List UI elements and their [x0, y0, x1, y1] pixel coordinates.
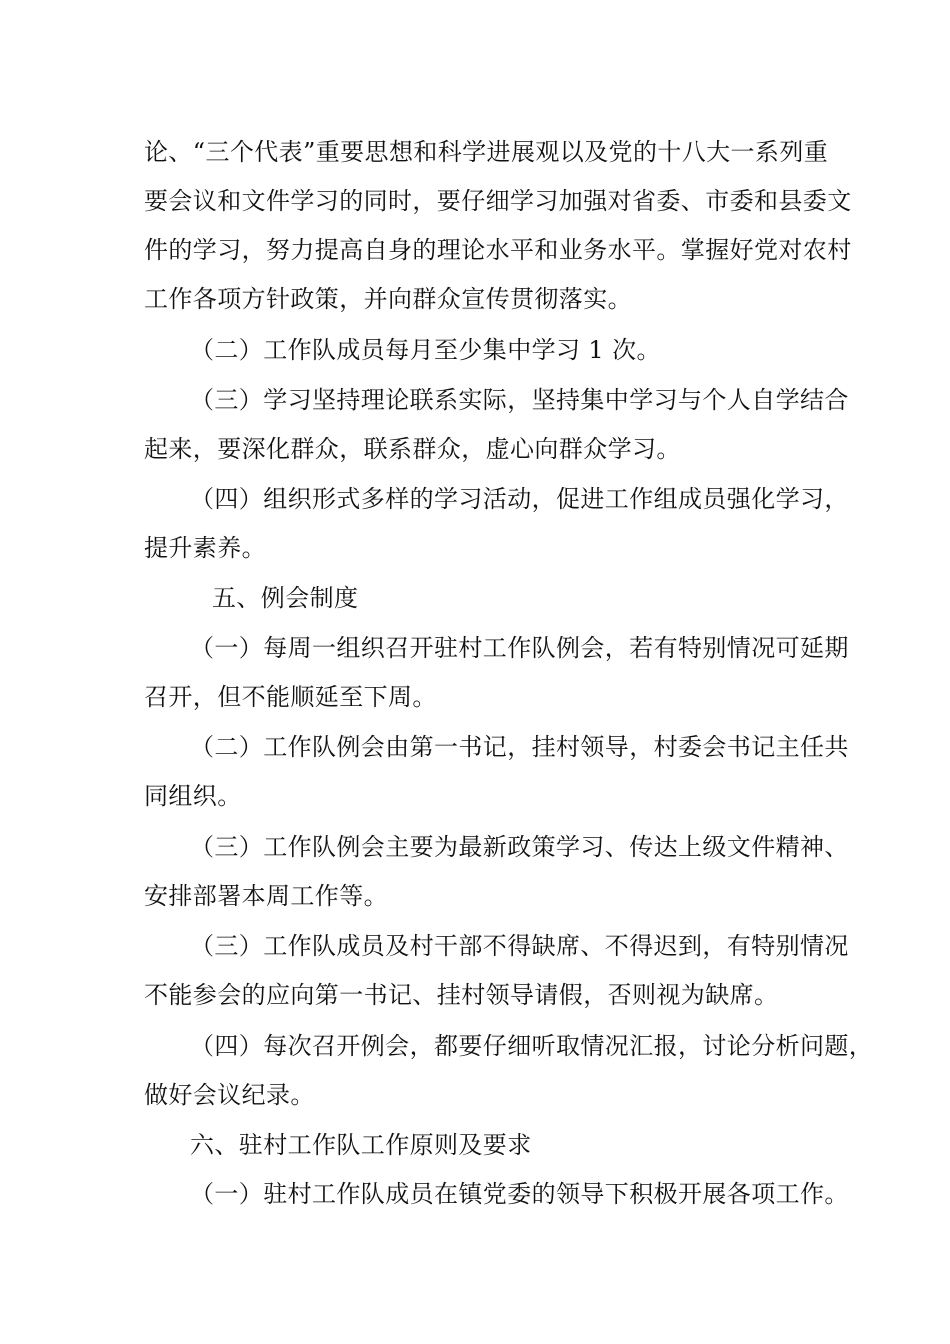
text-line: 起来，要深化群众，联系群众，虚心向群众学习。 [144, 435, 681, 463]
text-line: （三）学习坚持理论联系实际，坚持集中学习与个人自学结合 [190, 386, 849, 414]
text-line: 要会议和文件学习的同时，要仔细学习加强对省委、市委和县委文 [144, 187, 852, 215]
text-line: 提升素养。 [144, 534, 266, 562]
text-line: （二）工作队成员每月至少集中学习 1 次。 [190, 336, 661, 364]
text-line: 件的学习，努力提高自身的理论水平和业务水平。掌握好党对农村 [144, 236, 852, 264]
text-line: （四）每次召开例会，都要仔细听取情况汇报，讨论分析问题， [190, 1032, 874, 1060]
section-heading: 五、例会制度 [212, 584, 359, 612]
text-line: （四）组织形式多样的学习活动，促进工作组成员强化学习， [190, 485, 849, 513]
text-line: 不能参会的应向第一书记、挂村领导请假，否则视为缺席。 [144, 981, 779, 1009]
text-line: 工作各项方针政策，并向群众宣传贯彻落实。 [144, 285, 632, 313]
text-line: （三）工作队例会主要为最新政策学习、传达上级文件精神、 [190, 833, 849, 861]
text-line: 安排部署本周工作等。 [144, 882, 388, 910]
section-heading: 六、驻村工作队工作原则及要求 [190, 1131, 532, 1159]
text-line: （一）每周一组织召开驻村工作队例会，若有特别情况可延期 [190, 634, 849, 662]
text-line: 论、“三个代表”重要思想和科学进展观以及党的十八大一系列重 [144, 138, 829, 166]
text-line: （三）工作队成员及村干部不得缺席、不得迟到，有特别情况 [190, 932, 849, 960]
text-line: （一）驻村工作队成员在镇党委的领导下积极开展各项工作。 [190, 1180, 849, 1208]
text-line: 同组织。 [144, 782, 242, 810]
text-line: （二）工作队例会由第一书记，挂村领导，村委会书记主任共 [190, 733, 849, 761]
text-line: 召开，但不能顺延至下周。 [144, 683, 437, 711]
text-line: 做好会议纪录。 [144, 1081, 315, 1109]
